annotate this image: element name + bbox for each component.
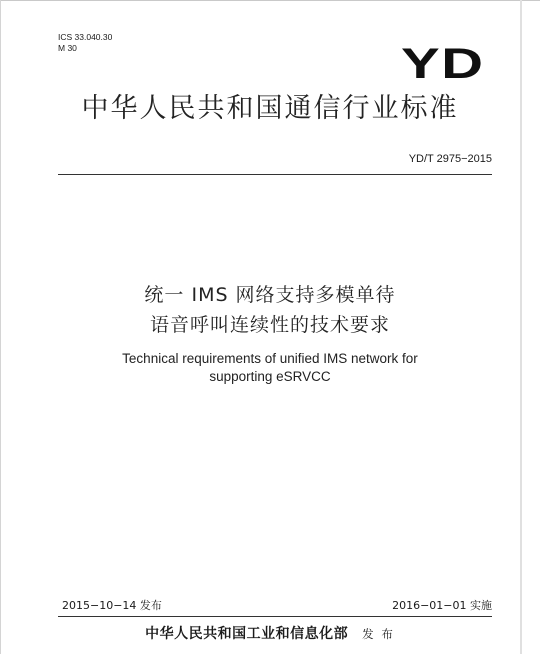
yd-logo: YD <box>401 40 485 88</box>
standard-number: YD/T 2975−2015 <box>408 153 492 165</box>
ics-code: ICS 33.040.30 <box>58 32 113 42</box>
header-divider <box>58 174 492 175</box>
implement-date: 2016−01−01 实施 <box>392 599 492 612</box>
title-cn-line2: 语音呼叫连续性的技术要求 <box>149 314 390 336</box>
scan-edge-top <box>0 0 540 1</box>
title-en-line1: Technical requirements of unified IMS network for <box>122 351 418 366</box>
issuer-line <box>0 624 540 644</box>
release-date: 2015−10−14 发布 <box>62 599 162 612</box>
ccs-code: M 30 <box>58 43 77 53</box>
classification-codes <box>58 32 112 54</box>
title-en-line2: supporting eSRVCC <box>209 369 331 384</box>
title-cn-line1: 统一 IMS 网络支持多模单待 <box>144 284 396 306</box>
org-title: 中华人民共和国通信行业标准 <box>81 93 459 124</box>
issuer-action: 发 布 <box>362 627 395 641</box>
issuer-name: 中华人民共和国工业和信息化部 <box>145 626 349 642</box>
footer-divider <box>58 616 492 617</box>
